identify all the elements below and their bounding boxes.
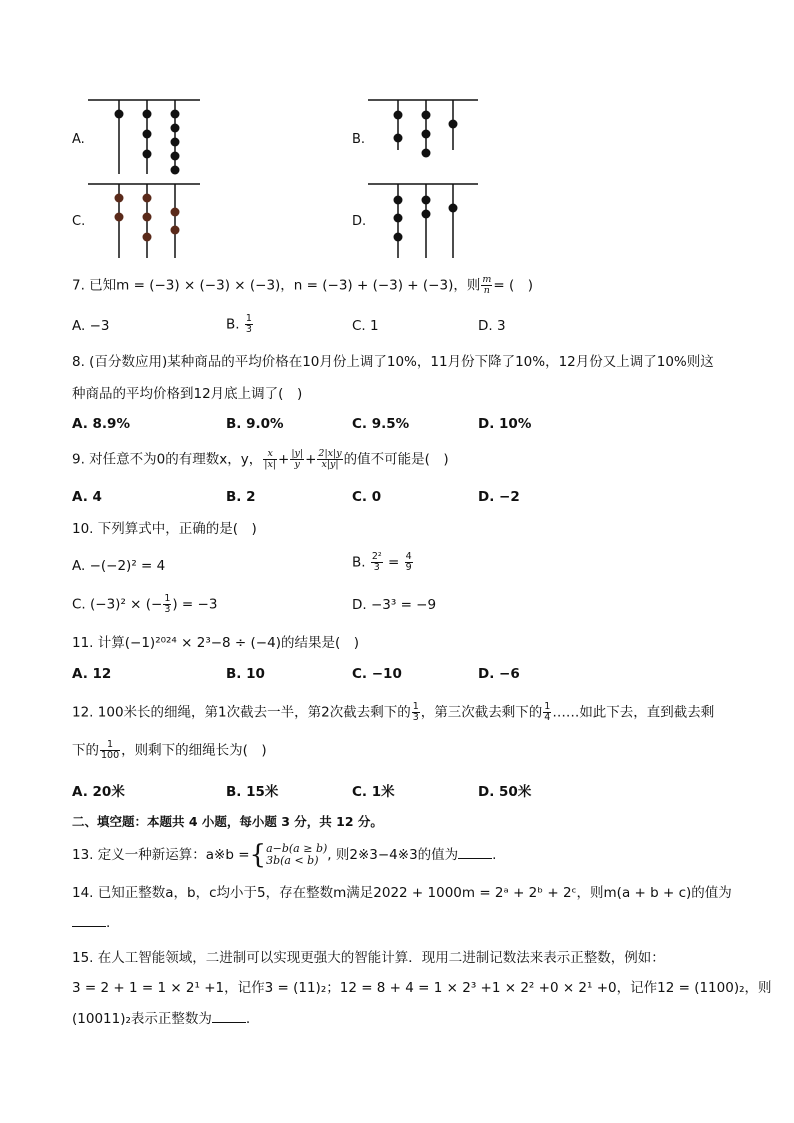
q13-answer-blank[interactable] [458,846,492,859]
option-c-label: C. [72,214,86,229]
question-7: 7. 已知m = (−3) × (−3) × (−3)，n = (−3) + (−3) + (−3)，则 $\frac{m}{n}$ = ( ) [72,274,534,296]
q7-option-c[interactable]: C. 1 [352,318,379,334]
question-8-line1: 8. (百分数应用)某种商品的平均价格在10月份上调了10%，11月份下降了10%，12月份又上调了10%则这 [72,354,714,370]
q10-option-a[interactable]: A. −(−2)² = 4 [72,558,166,574]
question-9: 9. 对任意不为0的有理数x，y， $\frac{x}{|x|}$ + $\frac{|y|}{y}$ + $\frac{2|x|y}{x|y|}$ 的值不可能是( ) [72,448,449,470]
q14-answer-blank[interactable] [72,914,106,927]
q7-option-d[interactable]: D. 3 [478,318,506,334]
question-14-line1: 14. 已知正整数a，b，c均小于5，存在整数m满足2022 + 1000m = 2ᵃ + 2ᵇ + 2ᶜ，则m(a + b + c)的值为 [72,885,732,901]
question-12-line1: 12. 100米长的细绳，第1次截去一半，第2次截去剩下的 $\frac{1}{3}$ ，第三次截去剩下的 $\frac{1}{4}$ ……如此下去，直到截去剩 [72,701,715,723]
question-8-line2: 种商品的平均价格到12月底上调了( ) [72,386,303,402]
question-15-line1: 15. 在人工智能领域，二进制可以实现更强大的智能计算．现用二进制记数法来表示正整数，例如： [72,950,665,966]
q11-option-c[interactable]: C. −10 [352,666,402,682]
section-heading-fill-in: 二、填空题：本题共 4 小题，每小题 3 分，共 12 分。 [72,814,383,829]
abacus-figure-d [368,180,483,260]
question-14-line2: . [72,914,110,932]
q12-option-c[interactable]: C. 1米 [352,784,395,800]
question-13: 13. 定义一种新运算：a※b ={ a−b(a ≥ b) 3b(a < b) , 则2※3−4※3的值为 . [72,840,497,870]
question-10: 10. 下列算式中，正确的是( ) [72,521,257,537]
q11-option-b[interactable]: B. 10 [226,666,265,682]
q10-option-d[interactable]: D. −3³ = −9 [352,597,437,613]
q11-option-a[interactable]: A. 12 [72,666,112,682]
question-11: 11. 计算(−1)²⁰²⁴ × 2³−8 ÷ (−4)的结果是( ) [72,635,360,651]
option-d-label: D. [352,214,367,229]
abacus-figure-c [88,180,203,260]
q12-option-d[interactable]: D. 50米 [478,784,532,800]
q7-option-a[interactable]: A. −3 [72,318,110,334]
q11-option-d[interactable]: D. −6 [478,666,520,682]
question-12-line2: 下的 $\frac{1}{100}$ ，则剩下的细绳长为( ) [72,739,267,761]
q8-option-c[interactable]: C. 9.5% [352,416,410,432]
abacus-figure-a [88,96,203,176]
q9-option-d[interactable]: D. −2 [478,489,520,505]
q7-option-b[interactable]: B. $\frac{1}{3}$ [226,313,252,335]
option-a-label: A. [72,132,85,147]
q9-option-a[interactable]: A. 4 [72,489,102,505]
option-b-label: B. [352,132,366,147]
q8-option-b[interactable]: B. 9.0% [226,416,284,432]
q10-option-c[interactable]: C. (−3)² × (− $\frac{1}{3}$ ) = −3 [72,593,218,615]
q12-option-b[interactable]: B. 15米 [226,784,279,800]
q10-option-b[interactable]: B. $\frac{\text{2²}}{3}$ = $\frac{4}{9}$ [352,551,412,573]
abacus-figure-b [368,96,483,176]
q12-option-a[interactable]: A. 20米 [72,784,125,800]
q9-option-b[interactable]: B. 2 [226,489,256,505]
q8-option-d[interactable]: D. 10% [478,416,532,432]
q8-option-a[interactable]: A. 8.9% [72,416,130,432]
question-15-line2: 3 = 2 + 1 = 1 × 2¹ +1，记作3 = (11)₂；12 = 8 + 4 = 1 × 2³ +1 × 2² +0 × 2¹ +0，记作12 = (1100)₂，则 [72,980,772,996]
question-15-line3: (10011)₂表示正整数为 . [72,1011,251,1027]
q15-answer-blank[interactable] [212,1010,246,1023]
q9-option-c[interactable]: C. 0 [352,489,382,505]
